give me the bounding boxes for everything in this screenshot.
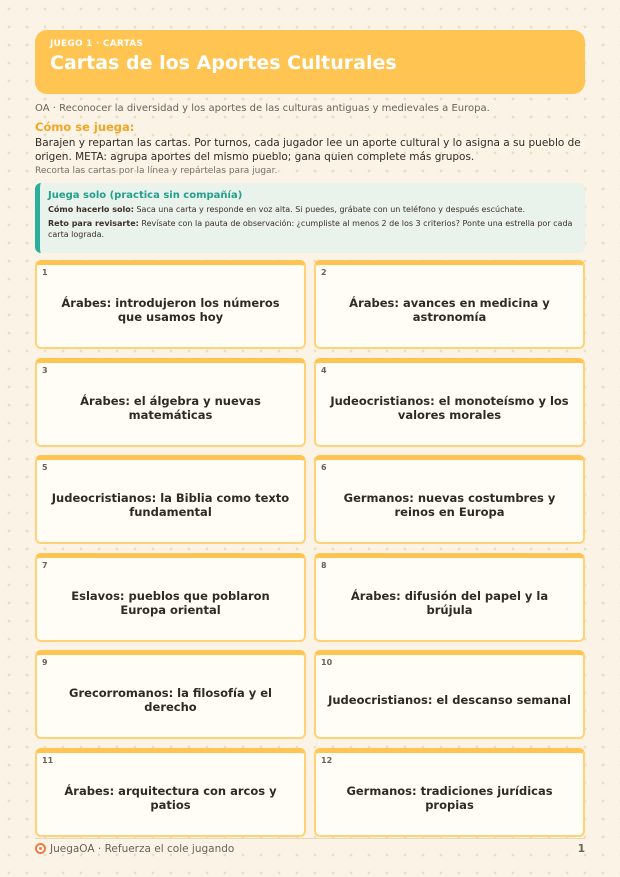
- footer-divider: [35, 838, 585, 839]
- cut-note: Recorta las cartas por la línea y repártelas para jugar.: [35, 166, 278, 176]
- solo-title: Juega solo (practica sin compañía): [48, 190, 243, 201]
- game-card: [314, 553, 585, 642]
- card-text: Germanos: nuevas costumbres y reinos en Europa: [343, 491, 556, 519]
- logo-icon: [35, 843, 46, 854]
- footer-text: JuegaOA · Refuerza el cole jugando: [50, 843, 235, 855]
- card-text: Judeocristianos: el monoteísmo y los valores morales: [330, 393, 569, 422]
- game-card: [35, 748, 306, 837]
- game-card: [314, 455, 585, 544]
- game-kicker: JUEGO 1 · CARTAS: [50, 39, 144, 49]
- card-number: 6: [321, 463, 327, 472]
- game-card: [314, 358, 585, 447]
- solo-review-line: [48, 218, 573, 241]
- card-text: Grecorromanos: la filosofía y el derecho: [69, 686, 272, 714]
- card-number: 2: [321, 268, 327, 277]
- card-text: Eslavos: pueblos que poblaron Europa oriental: [71, 588, 270, 617]
- card-number: 8: [321, 560, 327, 570]
- card-text: Árabes: avances en medicina y astronomía: [349, 296, 550, 324]
- card-number: 4: [321, 365, 327, 375]
- card-text: Judeocristianos: el descanso semanal: [328, 693, 571, 707]
- solo-how-label: Cómo hacerlo solo:: [48, 205, 134, 214]
- card-number: 1: [42, 268, 48, 277]
- learning-objective: OA · Reconocer la diversidad y los aportes de las culturas antiguas y medievales a Europa.: [35, 103, 490, 114]
- game-rules: Barajen y repartan las cartas. Por turnos, cada jugador lee un aporte cultural y lo asigna a su pueblo de origen. META: agrupa aportes del mismo pueblo; gana quien complete más grupos.: [35, 137, 581, 163]
- solo-how-text: Saca una carta y responde en voz alta. Si puedes, grábate con un teléfono y después escúchate.: [133, 205, 526, 214]
- page-title: Cartas de los Aportes Culturales: [50, 52, 397, 74]
- card-text: Germanos: tradiciones jurídicas propias: [346, 783, 553, 812]
- game-card: [35, 455, 306, 544]
- card-text: Árabes: el álgebra y nuevas matemáticas: [80, 393, 261, 422]
- solo-review-text: Revísate con la pauta de observación: ¿cumpliste al menos 2 de los 3 criterios? Ponte una estrella por cada carta lograda.: [48, 218, 573, 239]
- game-card: [35, 553, 306, 642]
- howto-title: Cómo se juega:: [35, 120, 135, 134]
- card-number: 9: [42, 658, 48, 667]
- card-text: Judeocristianos: la Biblia como texto fundamental: [51, 491, 290, 519]
- card-number: 11: [42, 755, 54, 765]
- solo-how-line: [48, 204, 573, 216]
- game-card: [314, 260, 585, 349]
- card-number: 3: [42, 365, 48, 375]
- game-card: [35, 260, 306, 349]
- card-number: 5: [42, 463, 48, 472]
- card-number: 12: [321, 755, 333, 765]
- card-text: Árabes: arquitectura con arcos y patios: [64, 783, 277, 812]
- game-card: [314, 748, 585, 837]
- card-text: Árabes: difusión del papel y la brújula: [350, 588, 549, 617]
- game-card: [35, 650, 306, 739]
- solo-play-box: [35, 183, 585, 253]
- card-number: 7: [42, 560, 48, 570]
- page-number: 1: [577, 843, 585, 855]
- game-card: [314, 650, 585, 739]
- card-text: Árabes: introdujeron los números que usamos hoy: [61, 296, 280, 324]
- card-number: 10: [321, 658, 333, 667]
- solo-review-label: Reto para revisarte:: [48, 218, 139, 228]
- header-banner: [35, 30, 585, 94]
- game-card: [35, 358, 306, 447]
